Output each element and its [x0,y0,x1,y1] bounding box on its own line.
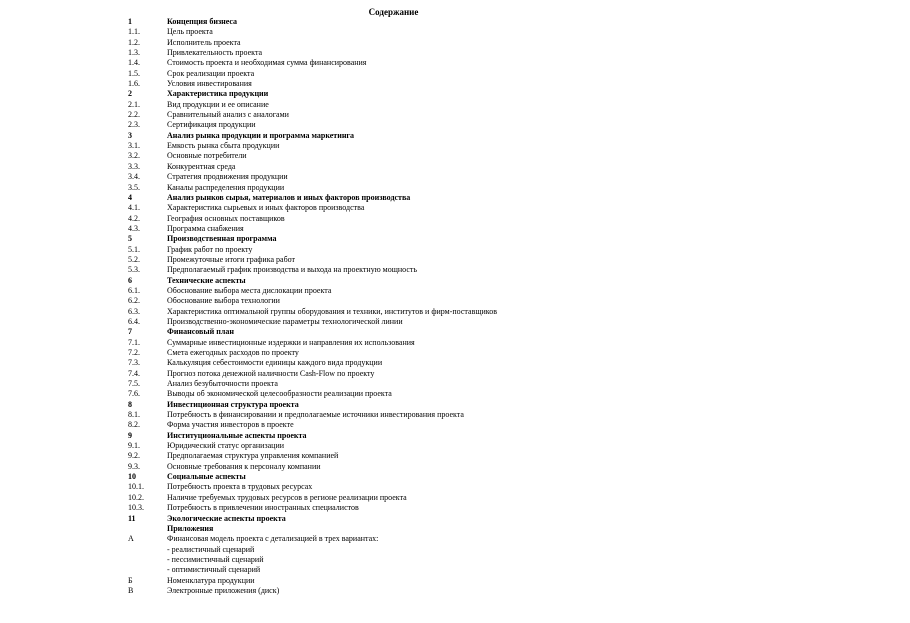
toc-item [128,389,768,399]
toc-number: 7.2. [128,348,140,357]
toc-number: 1.2. [128,37,140,47]
toc-number: 1.3. [128,48,140,58]
toc-item [128,120,768,130]
toc-text: География основных поставщиков [167,213,285,223]
toc-text: Потребность проекта в трудовых ресурсах [167,482,313,492]
toc-section [128,327,768,337]
toc-text: Приложения [167,523,214,533]
toc-number: 9.3. [128,461,140,471]
toc-text: Стоимость проекта и необходимая сумма финансирования [167,58,367,68]
toc-item [128,441,768,451]
toc-text: - оптимистичный сценарий [167,565,261,575]
toc-text: Институциональные аспекты проекта [167,430,307,440]
toc-text: Смета ежегодных расходов по проекту [167,348,299,357]
toc-text: Финансовый план [167,327,234,337]
toc-text: Технические аспекты [167,275,246,285]
toc-section [128,193,768,203]
toc-text: Анализ рынков сырья, материалов и иных факторов производства [167,192,411,202]
toc-number: 6.4. [128,316,140,326]
toc-number: 3.2. [128,151,140,161]
toc-text: График работ по проекту [167,244,253,254]
toc-item [128,172,768,182]
toc-item [128,183,768,193]
toc-item [128,565,768,575]
toc-item [128,151,768,161]
toc-number: 2.2. [128,110,140,120]
toc-text: Электронные приложения (диск) [167,585,280,595]
toc-item [128,482,768,492]
toc-item [128,38,768,48]
toc-item [128,420,768,430]
toc-item [128,69,768,79]
toc-number: 7.4. [128,368,140,378]
toc-text: Сравнительный анализ с аналогами [167,110,289,120]
toc-number: 7.5. [128,379,140,389]
toc-text: Прогноз потока денежной наличности Cash-Flow по проекту [167,368,375,378]
toc-text: Основные потребители [167,151,247,161]
toc-number: 6.3. [128,306,140,316]
toc-text: Суммарные инвестиционные издержки и направления их использования [167,337,415,347]
toc-number: 10.1. [128,482,144,492]
toc-text: Программа снабжения [167,223,244,233]
toc-item [128,379,768,389]
toc-number: 9.2. [128,451,140,461]
toc-item [128,493,768,503]
toc-section [128,431,768,441]
toc-number: 6 [128,275,132,285]
toc-item [128,286,768,296]
toc-item [128,224,768,234]
toc-text: Калькуляция себестоимости единицы каждого вида продукции [167,358,383,368]
toc-text: Каналы распределения продукции [167,182,285,192]
toc-text: Основные требования к персоналу компании [167,461,321,471]
toc-text: - пессимистичный сценарий [167,554,264,564]
toc-text: Характеристика сырьевых и иных факторов производства [167,203,365,213]
toc-text: Потребность в привлечении иностранных специалистов [167,503,359,513]
toc-number: 7.1. [128,337,140,347]
toc-item [128,586,768,596]
toc-item [128,141,768,151]
toc-number: 5.2. [128,254,140,264]
toc-item [128,162,768,172]
toc-text: Сертификация продукции [167,120,256,130]
toc-text: Условия инвестирования [167,79,252,89]
toc-item [128,462,768,472]
toc-item [128,203,768,213]
toc-section [128,234,768,244]
toc-text: Стратегия продвижения продукции [167,172,288,182]
toc-item [128,214,768,224]
toc-item [128,58,768,68]
toc-number: Б [128,575,133,585]
toc-item [128,503,768,513]
toc-text: Анализ безубыточности проекта [167,379,278,389]
toc-section [128,17,768,27]
toc-number: 8.1. [128,410,140,420]
toc-item [128,296,768,306]
toc-text: Цель проекта [167,27,213,37]
toc-number: 8 [128,399,132,409]
toc-item [128,545,768,555]
toc-number: В [128,585,134,595]
toc-number: 4.1. [128,203,140,213]
toc-number: 6.2. [128,296,140,306]
toc-number: 10 [128,472,136,482]
toc-item [128,534,768,544]
toc-text: Производственная программа [167,234,277,244]
toc-text: Номенклатура продукции [167,575,255,585]
toc-item [128,338,768,348]
toc-item [128,317,768,327]
toc-number: А [128,534,134,544]
toc-number: 3.5. [128,182,140,192]
toc-number: 1.6. [128,79,140,89]
toc-number: 11 [128,513,136,523]
toc-text: Обоснование выбора места дислокации проекта [167,285,332,295]
toc-number: 1.4. [128,58,140,68]
toc-number: 7.6. [128,389,140,399]
toc-number: 5.1. [128,244,140,254]
toc-number: 7 [128,327,132,337]
toc-item [128,48,768,58]
toc-item [128,358,768,368]
toc-text: Предполагаемая структура управления компанией [167,451,339,461]
toc-text: Привлекательность проекта [167,48,263,58]
toc-text: Финансовая модель проекта с детализацией в трех вариантах: [167,534,379,544]
toc-text: Выводы об экономической целесообразности реализации проекта [167,389,392,399]
toc-number: 7.3. [128,358,140,368]
toc-item [128,451,768,461]
toc-number: 9 [128,430,132,440]
toc-text: - реалистичный сценарий [167,544,255,554]
toc-item [128,369,768,379]
toc-number: 4.2. [128,213,140,223]
toc-section [128,131,768,141]
toc-number: 5.3. [128,265,140,275]
toc-text: Исполнитель проекта [167,37,241,47]
toc-number: 5 [128,234,132,244]
toc-number: 9.1. [128,441,140,451]
toc-item [128,110,768,120]
toc-text: Юридический статус организации [167,441,285,451]
toc-number: 1.5. [128,68,140,78]
toc-item [128,410,768,420]
toc-item [128,79,768,89]
toc-text: Конкурентная среда [167,161,236,171]
table-of-contents [128,17,768,596]
toc-number: 1.1. [128,27,140,37]
toc-number: 6.1. [128,285,140,295]
toc-section [128,514,768,524]
toc-item [128,100,768,110]
toc-text: Обоснование выбора технологии [167,296,280,306]
toc-section [128,472,768,482]
toc-text: Потребность в финансировании и предполагаемые источники инвестирования проекта [167,410,464,420]
toc-item [128,265,768,275]
toc-text: Экологические аспекты проекта [167,513,286,523]
toc-item [128,27,768,37]
toc-number: 8.2. [128,420,140,430]
toc-number: 1 [128,17,132,26]
toc-text: Форма участия инвесторов в проекте [167,420,294,430]
toc-text: Промежуточные итоги графика работ [167,254,296,264]
toc-text: Срок реализации проекта [167,68,255,78]
toc-text: Характеристика продукции [167,89,269,99]
toc-item [128,348,768,358]
toc-text: Емкость рынка сбыта продукции [167,141,280,151]
toc-section [128,400,768,410]
toc-number: 10.2. [128,492,144,502]
toc-number: 2.1. [128,99,140,109]
toc-text: Социальные аспекты [167,472,246,482]
toc-section [128,276,768,286]
toc-item [128,307,768,317]
toc-number: 2.3. [128,120,140,130]
toc-text: Производственно-экономические параметры технологической линии [167,316,403,326]
toc-section [128,89,768,99]
toc-item [128,245,768,255]
toc-number: 3.3. [128,161,140,171]
toc-item [128,555,768,565]
toc-number: 3.4. [128,172,140,182]
toc-text: Анализ рынка продукции и программа маркетинга [167,130,355,140]
toc-item [128,576,768,586]
toc-text: Предполагаемый график производства и выхода на проектную мощность [167,265,418,275]
toc-number: 4 [128,192,132,202]
toc-text: Концепция бизнеса [167,17,238,26]
toc-text: Инвестиционная структура проекта [167,399,299,409]
toc-number: 2 [128,89,132,99]
toc-number: 3 [128,130,132,140]
toc-number: 3.1. [128,141,140,151]
page-title: Содержание [368,7,419,17]
toc-text: Наличие требуемых трудовых ресурсов в регионе реализации проекта [167,492,407,502]
toc-number: 4.3. [128,223,140,233]
toc-number: 10.3. [128,503,144,513]
toc-text: Вид продукции и ее описание [167,99,269,109]
toc-section [128,524,768,534]
toc-text: Характеристика оптимальной группы оборудования и техники, институтов и фирм-поставщиков [167,306,498,316]
toc-item [128,255,768,265]
